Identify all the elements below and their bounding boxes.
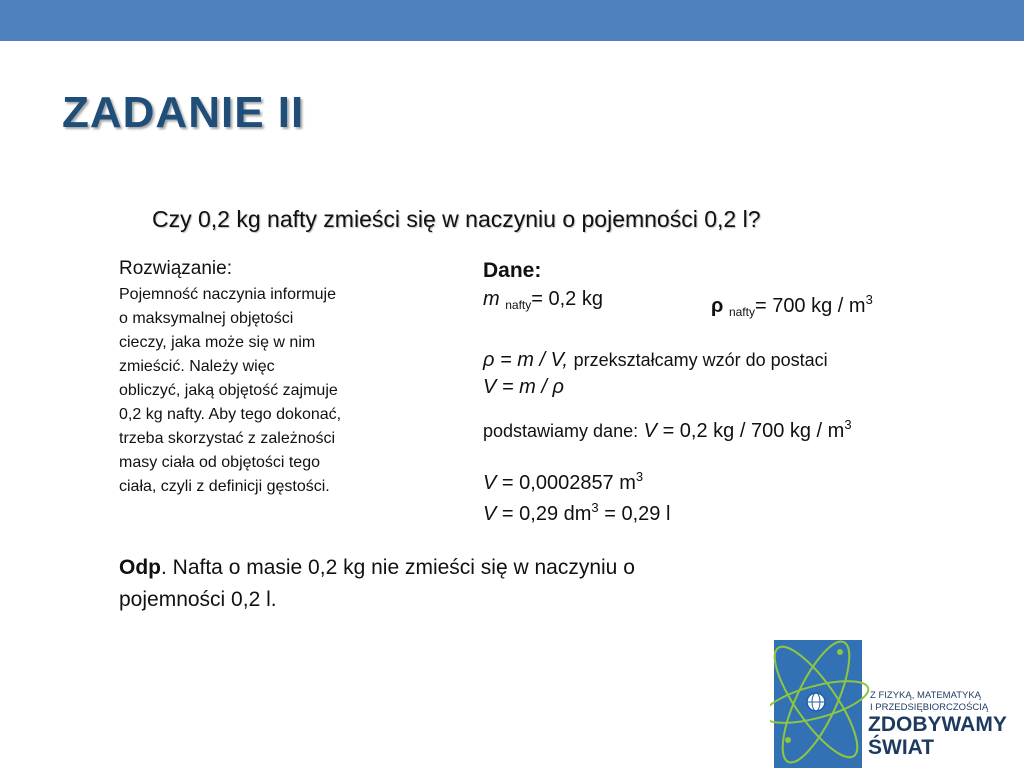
mass-symbol: m: [483, 288, 500, 310]
solution-line: zmieścić. Należy więc: [119, 358, 275, 375]
solution-block: [119, 257, 409, 499]
solution-body: [119, 283, 409, 499]
logo-electron-1: [837, 649, 843, 655]
result2-value-a: = 0,29 dm: [501, 503, 592, 525]
solution-line: ciała, czyli z definicji gęstości.: [119, 478, 330, 495]
mass-subscript: nafty: [505, 298, 532, 312]
solution-line: Pojemność naczynia informuje: [119, 286, 336, 303]
solution-line: o maksymalnej objętości: [119, 310, 294, 327]
result2-symbol: V: [483, 503, 497, 525]
solution-line: obliczyć, jaką objętość zajmuje: [119, 382, 338, 399]
logo-line-2: I PRZEDSIĘBIORCZOŚCIĄ: [870, 702, 989, 713]
question-text: Czy 0,2 kg nafty zmieści się w naczyniu o pojemności 0,2 l?: [152, 206, 761, 232]
density-exponent: 3: [865, 292, 873, 307]
density-subscript: nafty: [728, 305, 755, 319]
logo-line-3: ZDOBYWAMY: [868, 713, 1007, 736]
formula-note: przekształcamy wzór do postaci: [573, 350, 828, 370]
answer-text-2: pojemności 0,2 l.: [119, 588, 277, 611]
slide-title: ZADANIE II: [62, 88, 305, 137]
mass-value: = 0,2 kg: [531, 288, 603, 310]
volume-formula-expression: V = m / ρ: [483, 376, 564, 398]
substitution-exponent: 3: [844, 417, 852, 432]
mass-given: [483, 286, 603, 319]
logo-electron-2: [785, 737, 791, 743]
solution-heading: Rozwiązanie:: [119, 258, 232, 279]
solution-line: trzeba skorzystać z zależności: [119, 430, 336, 447]
result1-symbol: V: [483, 472, 497, 494]
result1-exponent: 3: [635, 469, 644, 484]
substitution-expression: = 0,2 kg / 700 kg / m: [662, 420, 845, 442]
solution-line: 0,2 kg nafty. Aby tego dokonać,: [119, 406, 342, 423]
density-formula: [483, 347, 828, 374]
substitution-note: podstawiamy dane:: [483, 421, 639, 441]
result2-exponent: 3: [591, 500, 599, 515]
result-line-1: [483, 463, 643, 497]
answer-block: [119, 552, 799, 616]
density-symbol: ρ: [711, 295, 724, 317]
density-value: = 700 kg / m: [754, 295, 866, 317]
formula-expression: ρ = m / V,: [483, 349, 568, 371]
substitution-line: [483, 411, 852, 445]
given-heading: Dane:: [483, 259, 542, 282]
logo-line-1: Z FIZYKĄ, MATEMATYKĄ: [870, 690, 982, 701]
substitution-symbol: V: [643, 420, 657, 442]
density-given: [711, 286, 873, 326]
project-logo: [770, 622, 1024, 768]
volume-formula: [483, 374, 564, 401]
answer-label: Odp: [119, 556, 161, 579]
logo-line-4: ŚWIAT: [868, 736, 935, 759]
solution-line: cieczy, jaka może się w nim: [119, 334, 316, 351]
solution-line: masy ciała od objętości tego: [119, 454, 320, 471]
result2-value-b: = 0,29 l: [604, 503, 671, 525]
result1-value: = 0,0002857 m: [501, 472, 636, 494]
answer-line-1: [119, 552, 799, 584]
top-banner: [0, 0, 1024, 41]
answer-text-1: . Nafta o masie 0,2 kg nie zmieści się w naczyniu o: [161, 556, 635, 579]
result-line-2: [483, 494, 670, 528]
